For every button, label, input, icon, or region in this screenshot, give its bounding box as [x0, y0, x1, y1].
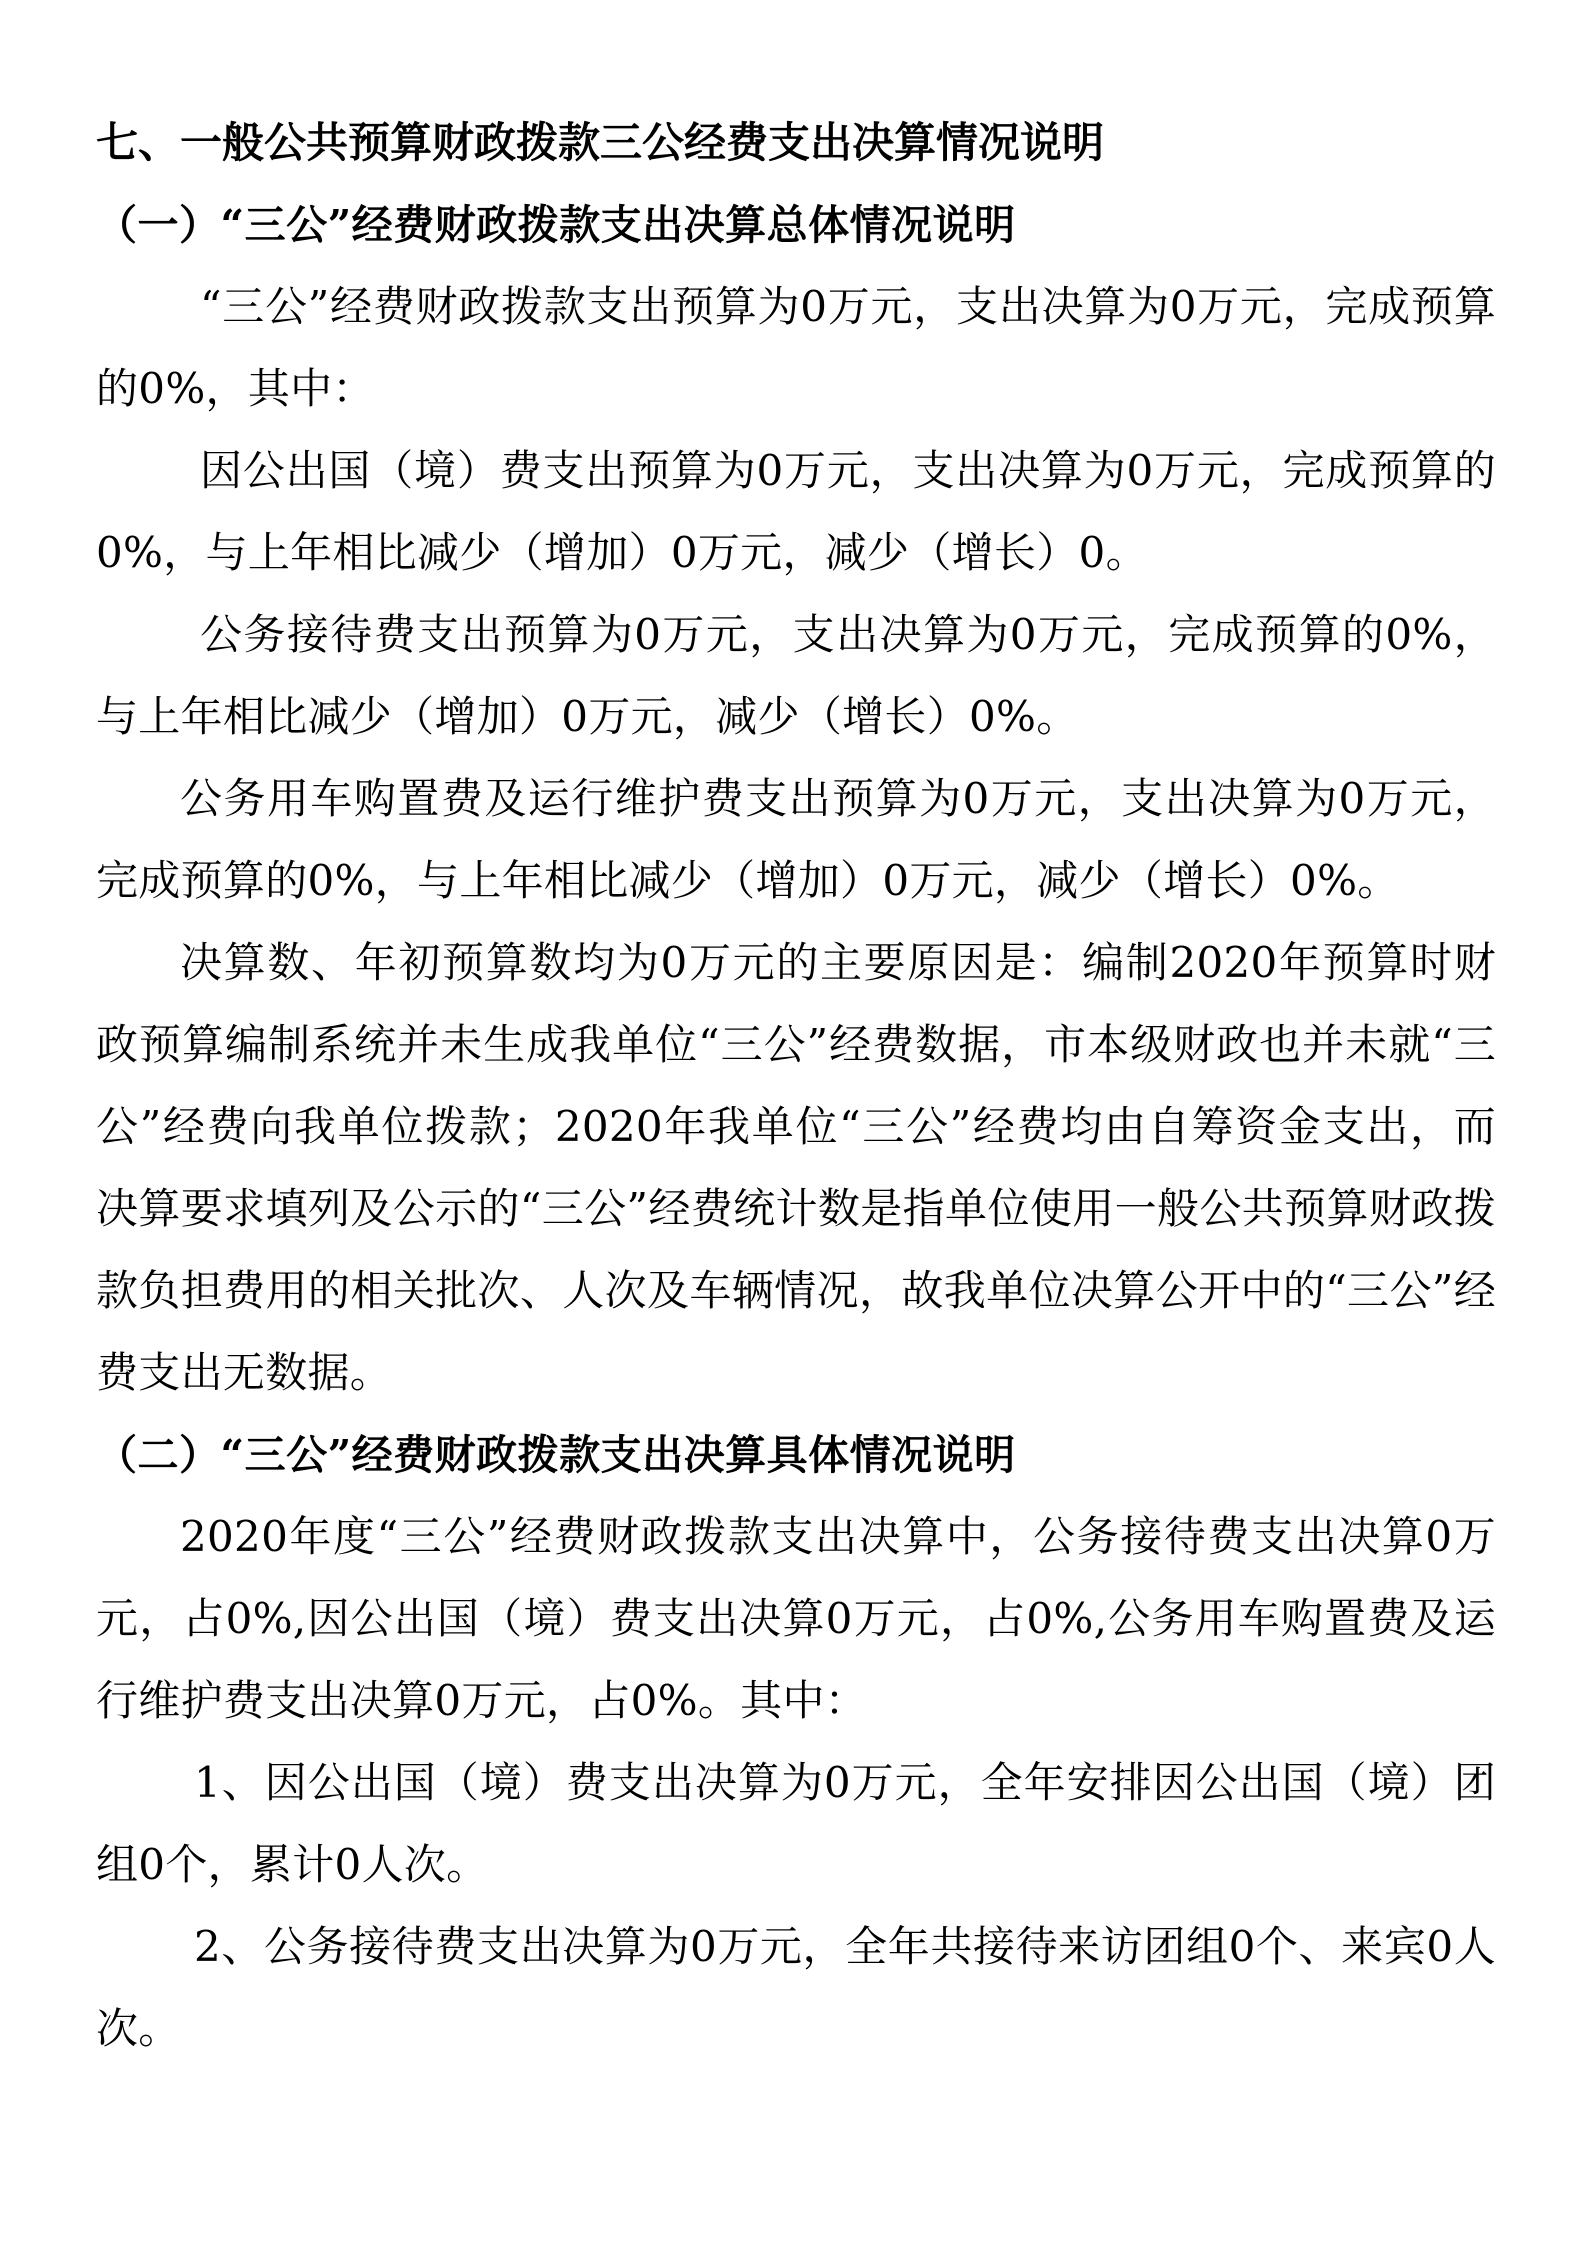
section-1-paragraph-reason: 决算数、年初预算数均为0万元的主要原因是：编制2020年预算时财政预算编制系统并未生成我单位“三公”经费数据，市本级财政也并未就“三公”经费向我单位拨款；2020年我单位“三公”经费均由自筹资金支出，而决算要求填列及公示的“三公”经费统计数是指单位使用一般公共预算财政拨款负担费用的相关批次、人次及车辆情况，故我单位决算公开中的“三公”经费支出无数据。: [96, 938, 1496, 1397]
section-1-paragraph-overview: “三公”经费财政拨款支出预算为0万元，支出决算为0万元，完成预算的0%，其中：: [96, 282, 1496, 413]
section-2-paragraph-item-1: 1、因公出国（境）费支出决算为0万元，全年安排因公出国（境）团组0个，累计0人次。: [96, 1758, 1496, 1889]
section-1-heading: （一）“三公”经费财政拨款支出决算总体情况说明: [96, 201, 1016, 249]
section-1-paragraph-reception: 公务接待费支出预算为0万元，支出决算为0万元，完成预算的0%，与上年相比减少（增加）0万元，减少（增长）0%。: [96, 610, 1496, 741]
section-2-heading: （二）“三公”经费财政拨款支出决算具体情况说明: [96, 1431, 1016, 1479]
section-2-paragraph-summary: 2020年度“三公”经费财政拨款支出决算中，公务接待费支出决算0万元，占0%,因公出国（境）费支出决算0万元，占0%,公务用车购置费及运行维护费支出决算0万元，占0%。其中：: [96, 1512, 1496, 1725]
section-1-paragraph-overseas: 因公出国（境）费支出预算为0万元，支出决算为0万元，完成预算的0%，与上年相比减少（增加）0万元，减少（增长）0。: [96, 446, 1496, 577]
document-page: [96, 102, 1496, 2070]
section-2-paragraph-item-2: 2、公务接待费支出决算为0万元，全年共接待来访团组0个、来宾0人次。: [96, 1922, 1496, 2053]
section-1-paragraph-vehicles: 公务用车购置费及运行维护费支出预算为0万元，支出决算为0万元，完成预算的0%，与上年相比减少（增加）0万元，减少（增长）0%。: [96, 774, 1496, 905]
document-title: 七、一般公共预算财政拨款三公经费支出决算情况说明: [96, 118, 1105, 167]
